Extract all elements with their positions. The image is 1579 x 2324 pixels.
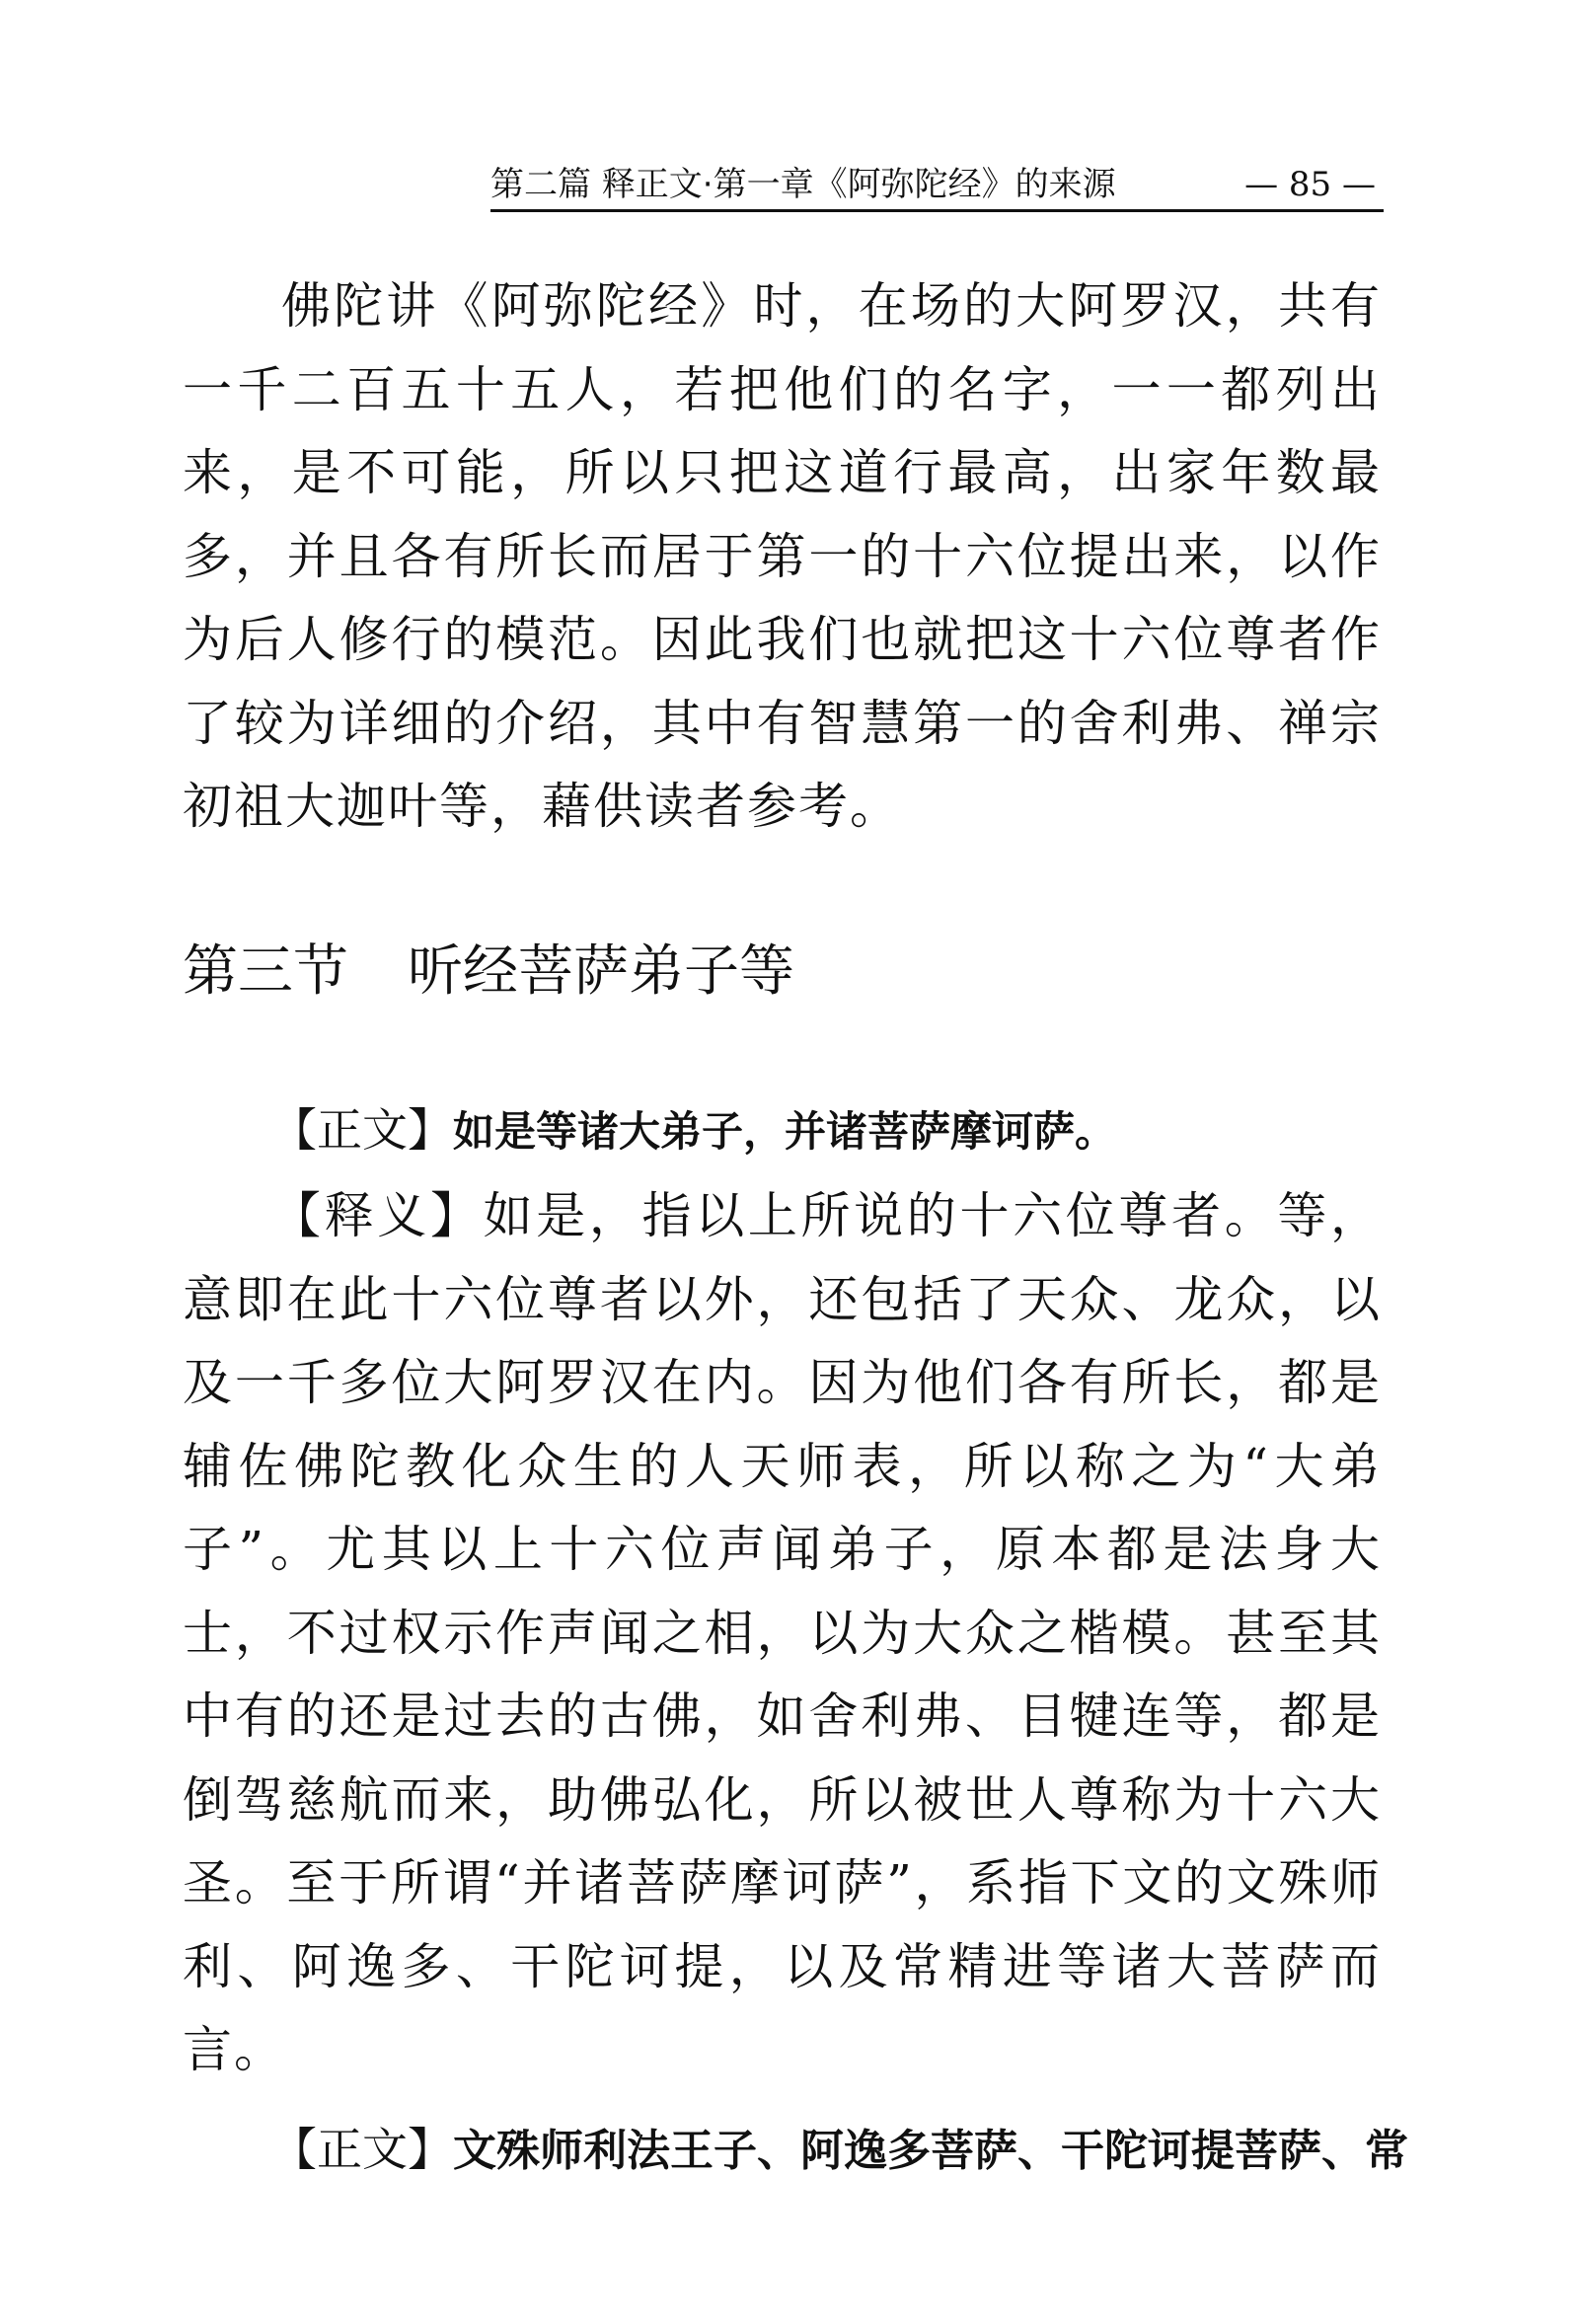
- section-number: 第三节: [183, 939, 348, 1004]
- sutra-text: 如是等诸大弟子，并诸菩萨摩诃萨。: [453, 1107, 1117, 1156]
- explanation-paragraph: [183, 1174, 1382, 2092]
- sutra-passage-2: [271, 2120, 1408, 2181]
- header-title: 第二篇 释正文·第一章《阿弥陀经》的来源: [490, 165, 1116, 204]
- explanation-label: 【释义】: [271, 1187, 484, 1244]
- page-number: — 85 —: [1244, 165, 1376, 204]
- section-heading: [183, 937, 794, 1007]
- sutra-text: 文殊师利法王子、阿逸多菩萨、干陀诃提菩萨、常: [453, 2126, 1408, 2176]
- intro-paragraph: [183, 264, 1382, 849]
- sutra-passage-1: [271, 1100, 1116, 1162]
- sutra-label: 【正文】: [271, 1103, 453, 1157]
- section-title: 听经菩萨弟子等: [408, 939, 794, 1004]
- sutra-label: 【正文】: [271, 2123, 453, 2176]
- running-header: [490, 160, 1384, 212]
- intro-paragraph-text: 佛陀讲《阿弥陀经》时，在场的大阿罗汉，共有一千二百五十五人，若把他们的名字，一一都列出来，是不可能，所以只把这道行最高，出家年数最多，并且各有所长而居于第一的十六位提出来，以作为后人修行的模范。因此我们也就把这十六位尊者作了较为详细的介绍，其中有智慧第一的舍利弗、禅宗初祖大迦叶等，藉供读者参考。: [183, 277, 1382, 835]
- explanation-text: 如是，指以上所说的十六位尊者。等，意即在此十六位尊者以外，还包括了天众、龙众，以及一千多位大阿罗汉在内。因为他们各有所长，都是辅佐佛陀教化众生的人天师表，所以称之为“大弟子”。尤其以上十六位声闻弟子，原本都是法身大士，不过权示作声闻之相，以为大众之楷模。甚至其中有的还是过去的古佛，如舍利弗、目犍连等，都是倒驾慈航而来，助佛弘化，所以被世人尊称为十六大圣。至于所谓“并诸菩萨摩诃萨”，系指下文的文殊师利、阿逸多、干陀诃提，以及常精进等诸大菩萨而言。: [183, 1187, 1383, 2078]
